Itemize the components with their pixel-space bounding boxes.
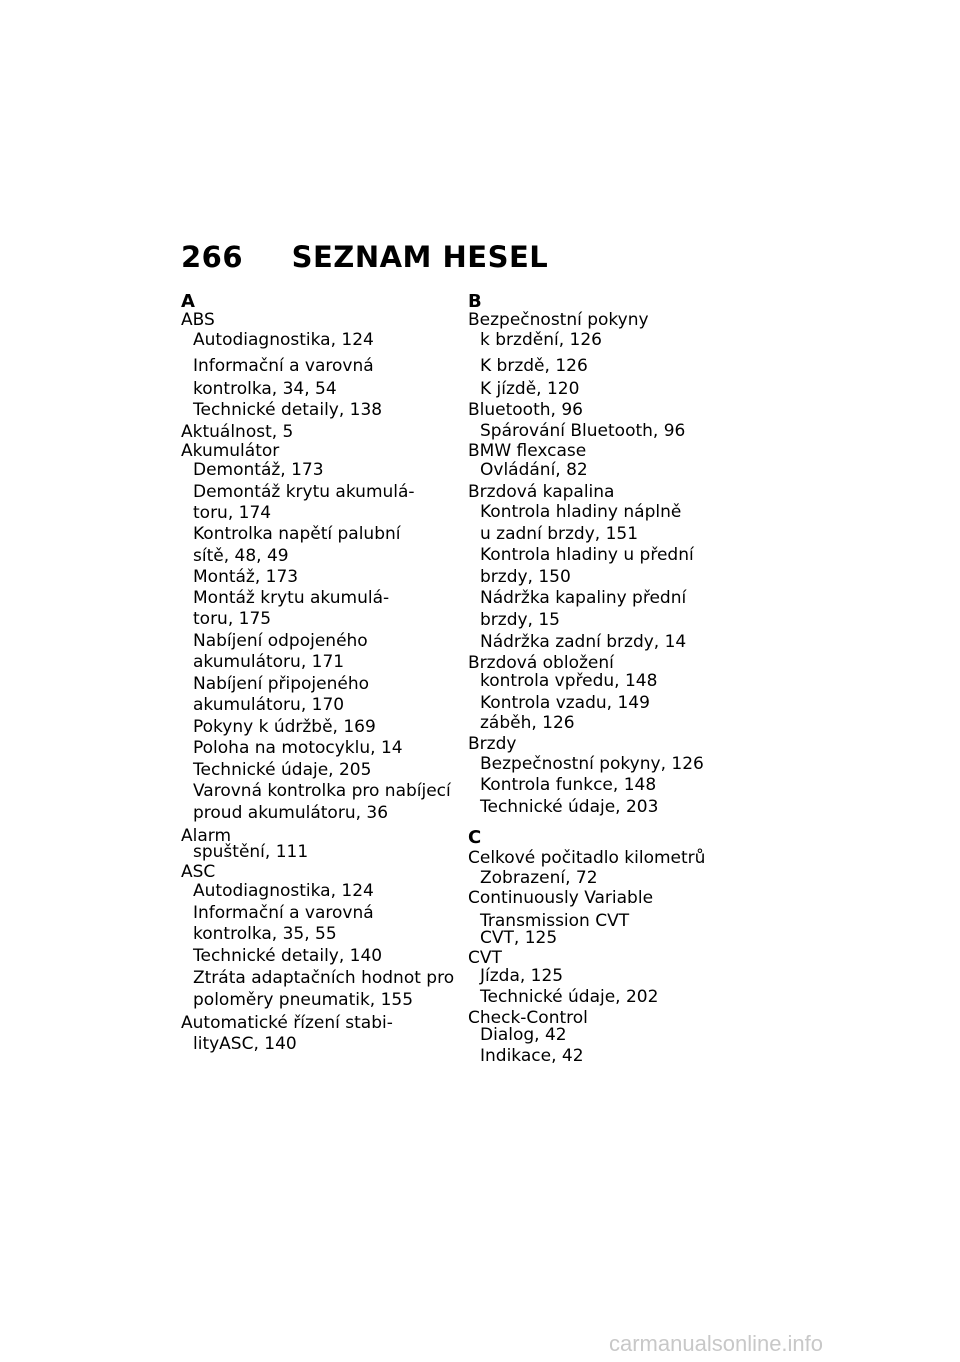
index-subentry: Montáž krytu akumulá- — [193, 588, 390, 608]
index-subentry: kontrolka, 35, 55 — [193, 924, 337, 944]
index-subentry: toru, 175 — [193, 609, 272, 629]
index-subentry: Varovná kontrolka pro nabíjecí — [193, 781, 451, 801]
index-subentry: Autodiagnostika, 124 — [193, 330, 374, 350]
index-subentry: akumulátoru, 170 — [193, 695, 345, 715]
index-entry: Brzdy — [468, 734, 517, 754]
index-subentry: Nádržka kapaliny přední — [480, 588, 687, 608]
index-subentry: Technické údaje, 202 — [480, 987, 659, 1007]
index-subentry: Technické údaje, 203 — [480, 797, 659, 817]
index-subentry: Transmission CVT — [480, 911, 630, 931]
index-entry: Continuously Variable — [468, 888, 654, 908]
index-subentry: K jízdě, 120 — [480, 379, 580, 399]
index-entry: ABS — [181, 310, 215, 330]
index-subentry: Informační a varovná — [193, 356, 374, 376]
index-subentry: Nabíjení odpojeného — [193, 631, 368, 651]
index-subentry: K brzdě, 126 — [480, 356, 588, 376]
index-subentry: proud akumulátoru, 36 — [193, 803, 389, 823]
index-entry: Bluetooth, 96 — [468, 400, 583, 420]
index-subentry: Kontrolka napětí palubní — [193, 524, 401, 544]
index-subentry: Spárování Bluetooth, 96 — [480, 421, 686, 441]
index-subentry: Autodiagnostika, 124 — [193, 881, 374, 901]
index-subentry: Technické detaily, 138 — [193, 400, 383, 420]
index-subentry: Poloha na motocyklu, 14 — [193, 738, 403, 758]
index-subentry: brzdy, 15 — [480, 610, 560, 630]
index-entry: Alarm — [181, 826, 232, 846]
index-letter-heading: C — [468, 827, 482, 848]
index-subentry: Pokyny k údržbě, 169 — [193, 717, 376, 737]
index-subentry: Nabíjení připojeného — [193, 674, 370, 694]
index-entry: ASC — [181, 862, 216, 882]
index-subentry: Jízda, 125 — [480, 966, 564, 986]
index-subentry: akumulátoru, 171 — [193, 652, 345, 672]
index-subentry: Kontrola funkce, 148 — [480, 775, 657, 795]
page-title: SEZNAM HESEL — [291, 240, 549, 274]
index-subentry: spuštění, 111 — [193, 842, 309, 862]
index-subentry: kontrola vpředu, 148 — [480, 671, 658, 691]
index-subentry: Kontrola hladiny u přední — [480, 545, 694, 565]
index-subentry: CVT, 125 — [480, 928, 558, 948]
index-subentry: Bezpečnostní pokyny, 126 — [480, 754, 704, 774]
index-entry: Check-Control — [468, 1008, 588, 1028]
index-subentry: Kontrola hladiny náplně — [480, 502, 682, 522]
index-entry: Brzdová kapalina — [468, 482, 615, 502]
index-subentry: záběh, 126 — [480, 713, 575, 733]
watermark-text: carmanualsonline.info — [609, 1331, 824, 1356]
index-entry: BMW flexcase — [468, 441, 587, 461]
index-subentry: Kontrola vzadu, 149 — [480, 693, 650, 713]
index-subentry: Montáž, 173 — [193, 567, 299, 587]
index-subentry: brzdy, 150 — [480, 567, 571, 587]
index-subentry: sítě, 48, 49 — [193, 546, 289, 566]
index-subentry: Ztráta adaptačních hodnot pro — [193, 968, 455, 988]
index-subentry: Informační a varovná — [193, 903, 374, 923]
index-entry: CVT — [468, 948, 502, 968]
index-subentry: Indikace, 42 — [480, 1046, 584, 1066]
index-letter-heading: A — [181, 291, 195, 312]
index-subentry: Ovládání, 82 — [480, 460, 588, 480]
page-header — [181, 240, 548, 274]
index-entry: Brzdová obložení — [468, 653, 614, 673]
index-subentry: toru, 174 — [193, 503, 272, 523]
index-subentry: Nádržka zadní brzdy, 14 — [480, 632, 687, 652]
page-number: 266 — [181, 240, 244, 274]
index-subentry: Zobrazení, 72 — [480, 868, 598, 888]
index-entry: Akumulátor — [181, 441, 280, 461]
index-entry: Bezpečnostní pokyny — [468, 310, 649, 330]
index-entry: Automatické řízení stabi- — [181, 1013, 393, 1033]
index-subentry: Technické údaje, 205 — [193, 760, 372, 780]
index-subentry: k brzdění, 126 — [480, 330, 602, 350]
index-subentry: Demontáž krytu akumulá- — [193, 482, 415, 502]
index-entry: Aktuálnost, 5 — [181, 422, 294, 442]
index-letter-heading: B — [468, 291, 482, 312]
index-subentry: kontrolka, 34, 54 — [193, 379, 337, 399]
index-subentry: Technické detaily, 140 — [193, 946, 383, 966]
index-subentry: u zadní brzdy, 151 — [480, 524, 639, 544]
index-subentry: poloměry pneumatik, 155 — [193, 990, 414, 1010]
index-entry: Celkové počitadlo kilometrů — [468, 848, 706, 868]
index-subentry: Demontáž, 173 — [193, 460, 324, 480]
index-subentry: Dialog, 42 — [480, 1025, 567, 1045]
index-subentry: lityASC, 140 — [193, 1034, 297, 1054]
